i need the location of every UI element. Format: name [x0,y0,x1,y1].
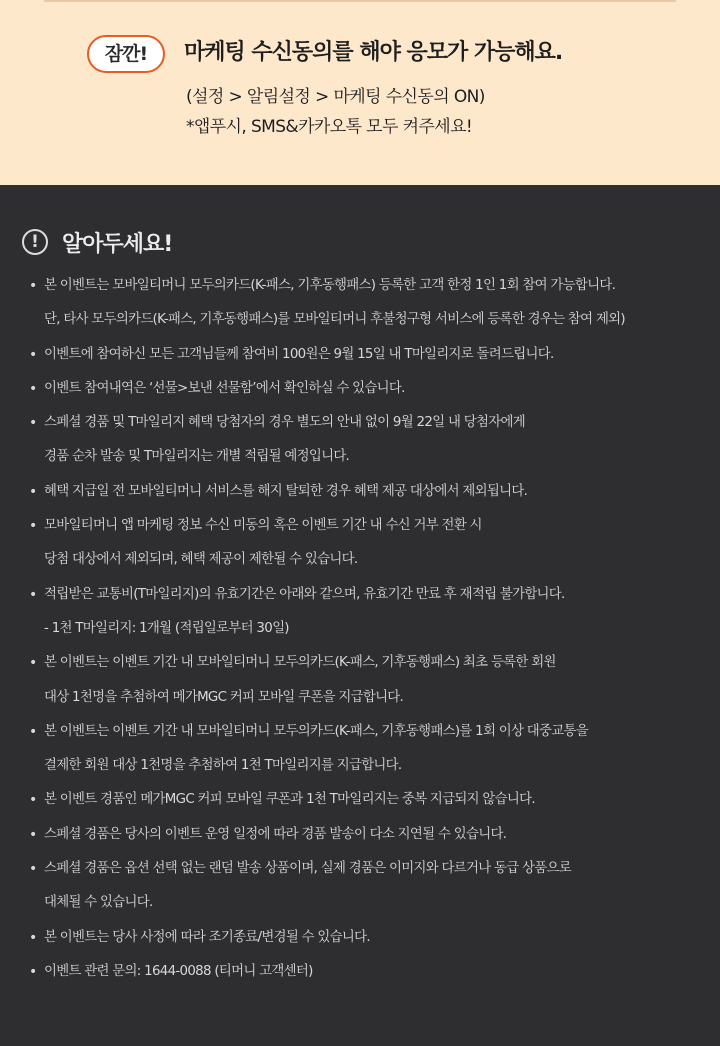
list-item-text: 모바일티머니 앱 마케팅 정보 수신 미동의 혹은 이벤트 기간 내 수신 거부 전환 시 [44,518,482,534]
list-item-text: 단, 타사 모두의카드(K-패스, 기후동행패스)를 모바일티머니 후불청구형 서비스에 등록한 경우는 참여 제외) [44,312,625,328]
list-item-text: 본 이벤트는 이벤트 기간 내 모바일티머니 모두의카드(K-패스, 기후동행패스)를 1회 이상 대중교통을 [44,723,588,739]
notice-subtext [186,82,485,142]
notes-section [0,185,720,1046]
notice-sub-line: *앱푸시, SMS&카카오톡 모두 켜주세요! [186,117,473,137]
list-item [26,783,706,817]
list-item [26,406,706,475]
list-item-text: 스페셜 경품은 옵션 선택 없는 랜덤 발송 상품이며, 실제 경품은 이미지와 다르거나 동급 상품으로 [44,861,571,877]
list-item-text: - 1천 T마일리지: 1개월 (적립일로부터 30일) [44,620,289,636]
bullet-icon: • [29,380,38,397]
marketing-consent-notice [0,0,720,185]
list-item [26,578,706,647]
bullet-icon: • [29,518,38,535]
list-item-text: 대체될 수 있습니다. [44,895,153,911]
bullet-icon: • [29,861,38,878]
list-item-text: 스페셜 경품은 당사의 이벤트 운영 일정에 따라 경품 발송이 다소 지연될 수 있습니다. [44,826,507,842]
list-item [26,338,706,372]
list-item-text: 본 이벤트는 모바일티머니 모두의카드(K-패스, 기후동행패스) 등록한 고객 한정 1인 1회 참여 가능합니다. [44,278,616,293]
exclamation-circle-icon: ! [22,229,48,255]
list-item [26,818,706,852]
list-item-text: 본 이벤트 경품인 메가MGC 커피 모바일 쿠폰과 1천 T마일리지는 중복 지급되지 않습니다. [44,792,535,808]
list-item-text: 본 이벤트는 당사 사정에 따라 조기종료/변경될 수 있습니다. [44,929,370,945]
list-item-text: 이벤트에 참여하신 모든 고객님들께 참여비 100원은 9월 15일 내 T마일리지로 돌려드립니다. [44,346,554,362]
list-item [26,715,706,784]
bullet-icon: • [29,415,38,432]
list-item-text: 스페셜 경품 및 T마일리지 혜택 당첨자의 경우 별도의 안내 없이 9월 22일 내 당첨자에게 [44,415,525,431]
bullet-icon: • [29,655,38,672]
list-item [26,852,706,921]
bullet-icon: • [29,278,38,294]
list-item-text: 결제한 회원 대상 1천명을 추첨하여 1천 T마일리지를 지급합니다. [44,758,402,774]
list-item [26,955,706,989]
list-item-text: 이벤트 관련 문의: 1644-0088 (티머니 고객센터) [44,963,313,979]
list-item-text: 혜택 지급일 전 모바일티머니 서비스를 해지 탈퇴한 경우 혜택 제공 대상에서 제외됩니다. [44,483,528,499]
bullet-icon: • [29,586,38,603]
notice-sub-line: (설정 > 알림설정 > 마케팅 수신동의 ON) [186,87,485,107]
notes-title: 알아두세요! [62,231,173,257]
list-item [26,372,706,406]
list-item-text: 적립받은 교통비(T마일리지)의 유효기간은 아래와 같으며, 유효기간 만료 후 재적립 불가합니다. [44,586,565,602]
notes-list [26,269,706,989]
list-item [26,921,706,955]
list-item [26,646,706,715]
bullet-icon: • [29,929,38,946]
bullet-icon: • [29,346,38,363]
list-item-text: 경품 순차 발송 및 T마일리지는 개별 적립될 예정입니다. [44,449,350,465]
list-item [26,509,706,578]
bullet-icon: • [29,792,38,809]
list-item-text: 당첨 대상에서 제외되며, 혜택 제공이 제한될 수 있습니다. [44,552,358,568]
bullet-icon: • [29,963,38,980]
bullet-icon: • [29,723,38,740]
list-item-text: 대상 1천명을 추첨하여 메가MGC 커피 모바일 쿠폰을 지급합니다. [44,689,404,705]
wait-badge: 잠깐! [87,35,165,73]
notice-title: 마케팅 수신동의를 해야 응모가 가능해요. [184,40,563,65]
list-item [26,269,706,338]
list-item-text: 이벤트 참여내역은 ‘선물>보낸 선물함’에서 확인하실 수 있습니다. [44,380,405,396]
divider [44,0,676,2]
list-item-text: 본 이벤트는 이벤트 기간 내 모바일티머니 모두의카드(K-패스, 기후동행패스) 최초 등록한 회원 [44,655,556,671]
list-item [26,475,706,509]
bullet-icon: • [29,826,38,843]
bullet-icon: • [29,483,38,500]
notes-header [22,224,172,260]
